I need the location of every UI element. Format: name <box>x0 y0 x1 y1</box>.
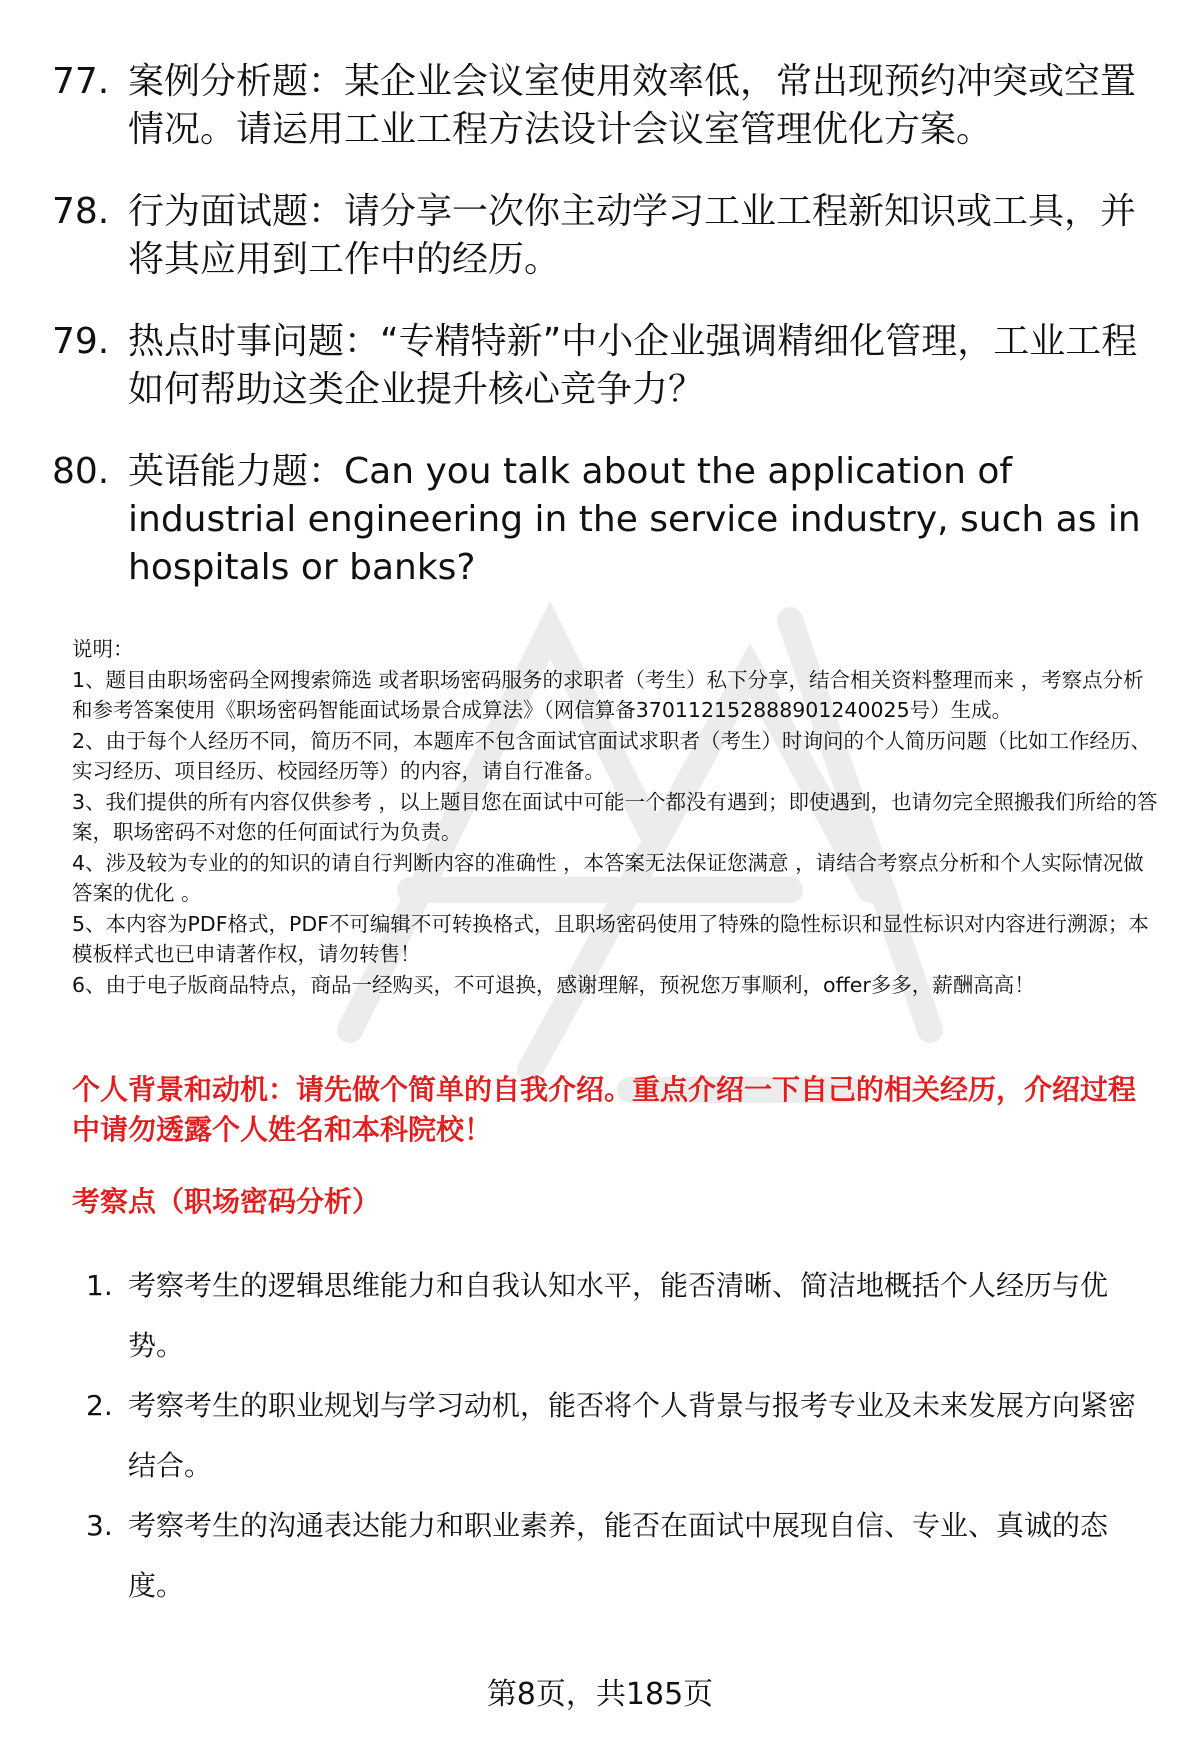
question-item <box>52 448 1162 592</box>
question-number: 79. <box>52 321 110 362</box>
note-item: 2、由于每个人经历不同，简历不同，本题库不包含面试官面试求职者（考生）时询问的个人简历问题（比如工作经历、实习经历、项目经历、校园经历等）的内容，请自行准备。 <box>72 728 1152 783</box>
exam-point-number: 1. <box>86 1269 113 1302</box>
note-item: 4、涉及较为专业的的知识的请自行判断内容的准确性 ，本答案无法保证您满意 ，请结合考察点分析和个人实际情况做答案的优化 。 <box>72 850 1144 905</box>
question-text: 热点时事问题：“专精特新”中小企业强调精细化管理，工业工程如何帮助这类企业提升核心竞争力？ <box>128 321 1138 410</box>
question-text: 案例分析题：某企业会议室使用效率低，常出现预约冲突或空置情况。请运用工业工程方法设计会议室管理优化方案。 <box>128 61 1137 150</box>
question-item <box>52 188 1162 284</box>
question-item <box>52 58 1162 154</box>
question-number: 78. <box>52 191 110 232</box>
exam-point-item <box>72 1496 1162 1616</box>
exam-points-list <box>72 1256 1162 1616</box>
question-item <box>52 318 1162 414</box>
intro-question-heading: 个人背景和动机：请先做个简单的自我介绍。重点介绍一下自己的相关经历，介绍过程中请勿透露个人姓名和本科院校！ <box>72 1073 1137 1146</box>
disclaimer-notes <box>72 634 1162 1000</box>
exam-point-text: 考察考生的沟通表达能力和职业素养，能否在面试中展现自信、专业、真诚的态度。 <box>128 1509 1109 1602</box>
question-text: 行为面试题：请分享一次你主动学习工业工程新知识或工具，并将其应用到工作中的经历。 <box>128 191 1137 280</box>
exam-point-text: 考察考生的逻辑思维能力和自我认知水平，能否清晰、简洁地概括个人经历与优势。 <box>128 1269 1109 1362</box>
question-number: 77. <box>52 61 110 102</box>
page-footer: 第8页，共185页 <box>486 1677 714 1712</box>
notes-title: 说明： <box>72 637 134 661</box>
question-list <box>52 58 1162 626</box>
exam-point-text: 考察考生的职业规划与学习动机，能否将个人背景与报考专业及未来发展方向紧密结合。 <box>128 1389 1137 1482</box>
exam-point-number: 2. <box>86 1389 113 1422</box>
note-item: 5、本内容为PDF格式，PDF不可编辑不可转换格式，且职场密码使用了特殊的隐性标识和显性标识对内容进行溯源；本模板样式也已申请著作权，请勿转售！ <box>72 911 1149 966</box>
note-item: 1、题目由职场密码全网搜索筛选 或者职场密码服务的求职者（考生）私下分享，结合相关资料整理而来 ，考察点分析和参考答案使用《职场密码智能面试场景合成算法》（网信算备370112152888901240025号）生成。 <box>72 667 1144 722</box>
exam-points-heading: 考察点（职场密码分析） <box>72 1185 381 1218</box>
exam-point-number: 3. <box>86 1509 113 1542</box>
exam-point-item <box>72 1376 1162 1496</box>
question-number: 80. <box>52 451 110 492</box>
question-text: 英语能力题：Can you talk about the application of industrial engineering in the service industry, such as in hospitals or banks? <box>128 451 1141 588</box>
exam-point-item <box>72 1256 1162 1376</box>
note-item: 6、由于电子版商品特点，商品一经购买，不可退换，感谢理解，预祝您万事顺利，offer多多，薪酬高高！ <box>72 972 1035 997</box>
note-item: 3、我们提供的所有内容仅供参考 ，以上题目您在面试中可能一个都没有遇到；即使遇到，也请勿完全照搬我们所给的答案，职场密码不对您的任何面试行为负责。 <box>72 789 1158 844</box>
